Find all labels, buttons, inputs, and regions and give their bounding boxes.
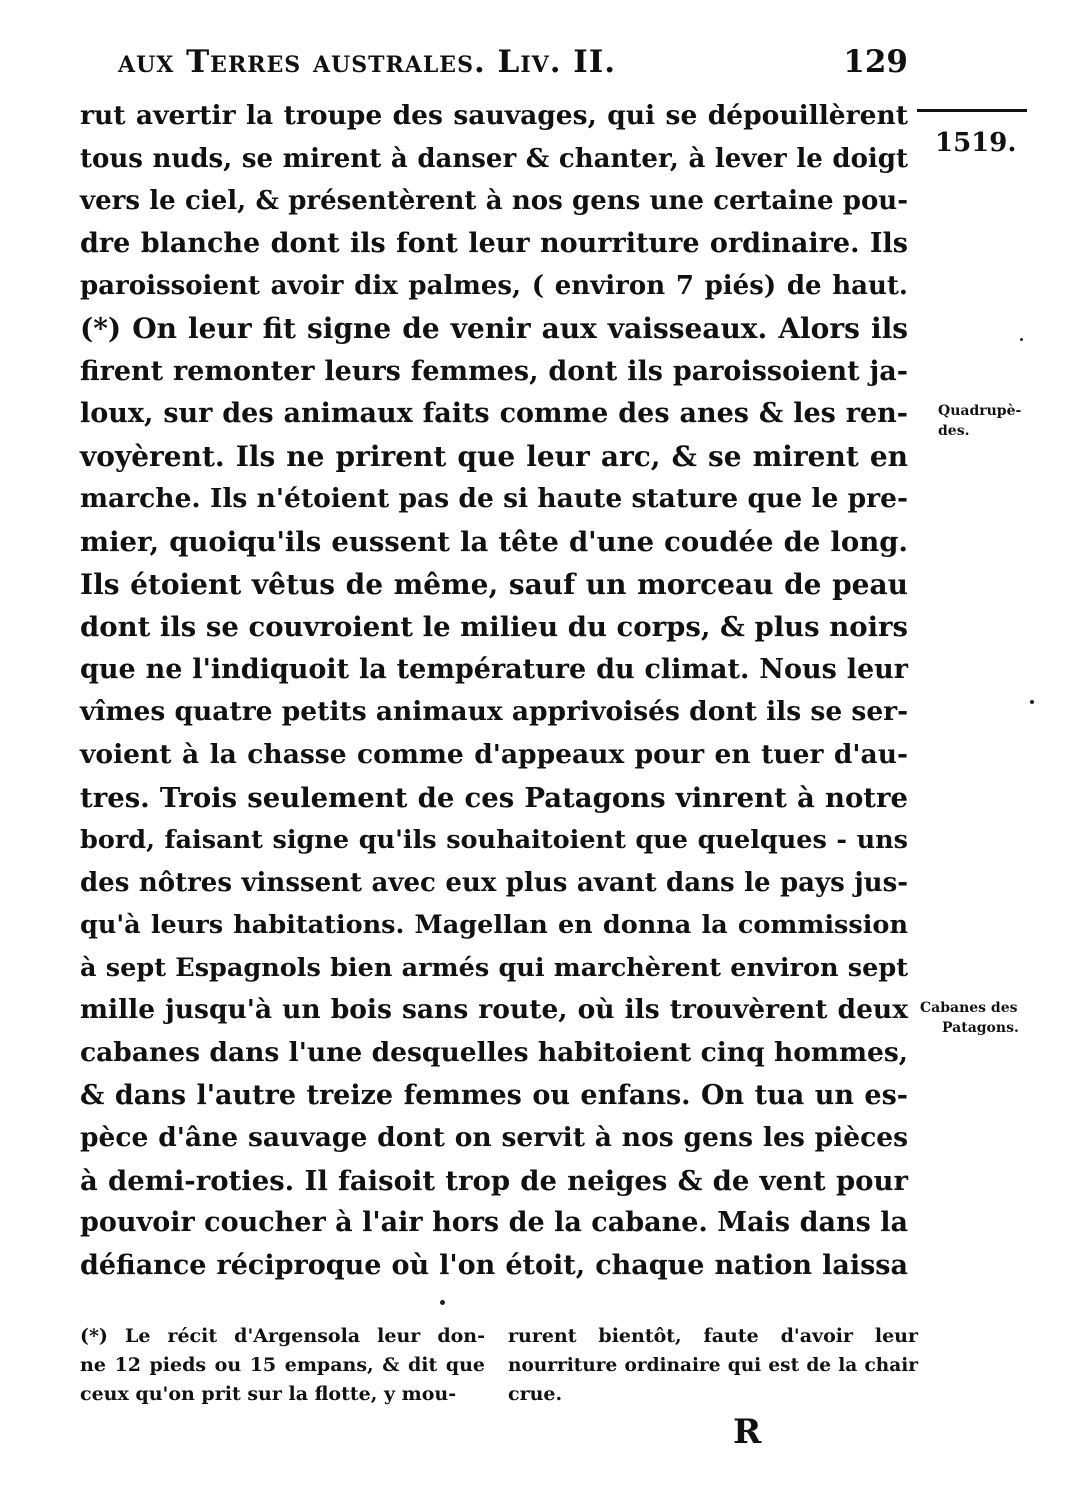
margin-note-line: Cabanes des	[920, 1000, 1018, 1016]
text-line: (*) On leur fit signe de venir aux vaisseaux. Alors ils	[80, 311, 908, 345]
footnote-line: ceux qu'on prit sur la flotte, y mou-	[80, 1383, 457, 1405]
text-line: vîmes quatre petits animaux apprivoisés dont ils se ser-	[80, 696, 909, 728]
margin-year: 1519.	[935, 128, 1017, 158]
footnote-line: rurent bientôt, faute d'avoir leur	[508, 1325, 918, 1347]
text-line: voient à la chasse comme d'appeaux pour en tuer d'au-	[80, 738, 908, 770]
text-line: à demi-roties. Il faisoit trop de neiges & de vent pour	[80, 1164, 908, 1197]
text-line: loux, sur des animaux faits comme des anes & les ren-	[80, 398, 908, 430]
text-line: & dans l'autre treize femmes ou enfans. On tua un es-	[80, 1079, 908, 1111]
text-line: dont ils se couvroient le milieu du corps, & plus noirs	[80, 611, 908, 644]
signature-mark: R	[733, 1412, 762, 1452]
running-title: aux Terres australes. Liv. II.	[118, 44, 617, 80]
text-line: Ils étoient vêtus de même, sauf un morceau de peau	[80, 567, 908, 601]
text-line: qu'à leurs habitations. Magellan en donna la commission	[80, 910, 908, 941]
margin-rule	[917, 109, 1027, 112]
text-line: voyèrent. Ils ne prirent que leur arc, & se mirent en	[80, 439, 908, 473]
text-line: tres. Trois seulement de ces Patagons vinrent à notre	[80, 781, 908, 814]
text-line: vers le ciel, & présentèrent à nos gens une certaine pou-	[80, 186, 908, 217]
margin-note-line: des.	[938, 423, 970, 439]
page-number: 129	[843, 44, 908, 80]
footnote-right-column	[508, 1322, 918, 1409]
text-line: tous nuds, se mirent à danser & chanter, à lever le doigt	[80, 143, 908, 174]
text-line: à sept Espagnols bien armés qui marchèrent environ sept	[80, 952, 908, 983]
text-line: défiance réciproque où l'on étoit, chaque nation laissa	[80, 1250, 908, 1282]
text-line: firent remonter leurs femmes, dont ils paroissoient ja-	[80, 355, 908, 387]
text-line: cabanes dans l'une desquelles habitoient cinq hommes,	[80, 1037, 908, 1069]
margin-note-quadrupedes	[938, 401, 1021, 441]
text-line: pèce d'âne sauvage dont on servit à nos gens les pièces	[80, 1122, 908, 1154]
margin-note-cabanes	[920, 998, 1019, 1038]
text-line: bord, faisant signe qu'ils souhaitoient que quelques - uns	[80, 825, 908, 856]
ink-speck	[440, 1300, 445, 1305]
margin-note-line: Quadrupè-	[938, 403, 1022, 419]
text-line: des nôtres vinssent avec eux plus avant dans le pays jus-	[80, 867, 908, 898]
margin-note-line: Patagons.	[942, 1020, 1019, 1036]
text-line: mille jusqu'à un bois sans route, où ils trouvèrent deux	[80, 994, 908, 1026]
text-line: que ne l'indiquoit la température du climat. Nous leur	[80, 653, 908, 685]
ink-speck	[1020, 338, 1023, 341]
running-head	[118, 44, 908, 92]
text-line: rut avertir la troupe des sauvages, qui se dépouillèrent	[80, 100, 908, 131]
text-line: pouvoir coucher à l'air hors de la cabane. Mais dans la	[80, 1207, 908, 1239]
main-text-block	[80, 95, 910, 1288]
text-line: mier, quoiqu'ils eussent la tête d'une coudée de long.	[80, 525, 908, 558]
footnote-left-column	[80, 1322, 485, 1409]
footnote-line: (*) Le récit d'Argensola leur don-	[80, 1325, 485, 1347]
footnote-line: nourriture ordinaire qui est de la chair	[508, 1355, 918, 1376]
text-line: marche. Ils n'étoient pas de si haute stature que le pre-	[80, 483, 908, 515]
text-line: paroissoient avoir dix palmes, ( environ 7 piés) de haut.	[80, 271, 908, 302]
ink-speck	[1030, 700, 1034, 704]
footnote-line: ne 12 pieds ou 15 empans, & dit que	[80, 1354, 485, 1376]
text-line: dre blanche dont ils font leur nourriture ordinaire. Ils	[80, 227, 908, 259]
footnote-line: crue.	[508, 1383, 563, 1405]
